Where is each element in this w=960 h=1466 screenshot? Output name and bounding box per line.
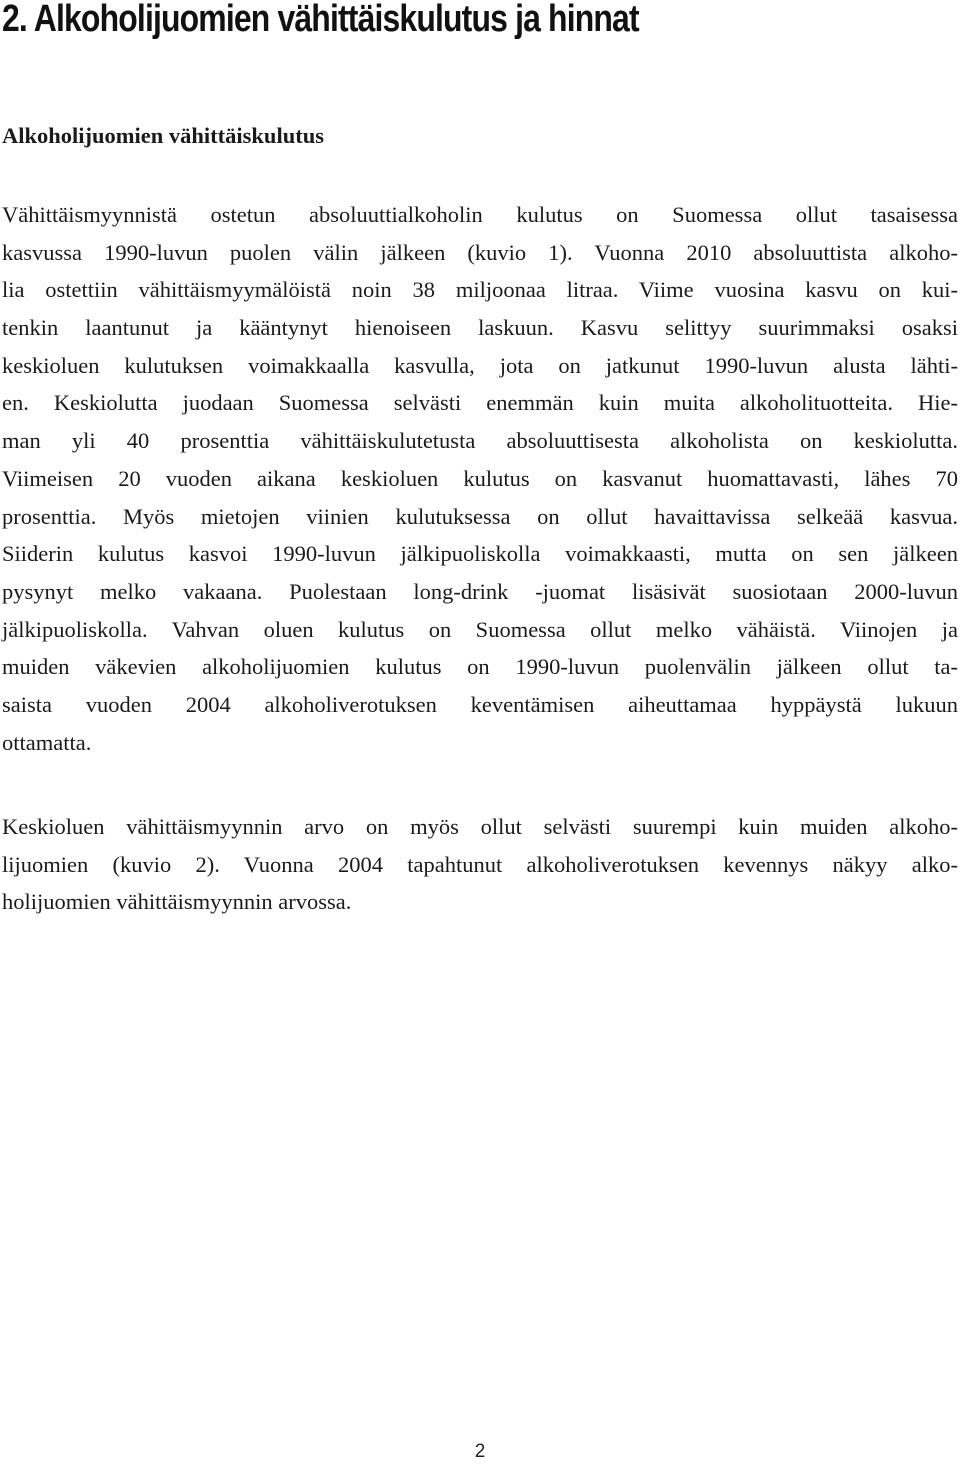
paragraph-line: keskioluen kulutuksen voimakkaalla kasvulla, jota on jatkunut 1990-luvun alusta lähti-: [2, 352, 958, 378]
paragraph-line: prosenttia. Myös mietojen viinien kulutuksessa on ollut havaittavissa selkeää kasvua.: [2, 503, 958, 529]
page-number: 2: [474, 1441, 486, 1462]
paragraph-line: Vähittäismyynnistä ostetun absoluuttialkoholin kulutus on Suomessa ollut tasaisessa: [2, 202, 958, 227]
paragraph-line: en. Keskiolutta juodaan Suomessa selvästi enemmän kuin muita alkoholituotteita. Hie-: [2, 390, 958, 416]
paragraph-line: Viimeisen 20 vuoden aikana keskioluen kulutus on kasvanut huomattavasti, lähes 70: [2, 465, 958, 491]
paragraph-line: holijuomien vähittäismyynnin arvossa.: [2, 889, 352, 915]
paragraph-line: pysynyt melko vakaana. Puolestaan long-drink -juomat lisäsivät suosiotaan 2000-luvun: [2, 578, 958, 604]
paragraph-line: lia ostettiin vähittäismyymälöistä noin 38 miljoonaa litraa. Viime vuosina kasvu on kui-: [2, 277, 958, 303]
body-paragraph-1: [2, 196, 958, 761]
paragraph-line: saista vuoden 2004 alkoholiverotuksen keventämisen aiheuttamaa hyppäystä lukuun: [2, 691, 958, 717]
paragraph-line: lijuomien (kuvio 2). Vuonna 2004 tapahtunut alkoholiverotuksen kevennys näkyy alko-: [2, 851, 958, 877]
paragraph-line: jälkipuoliskolla. Vahvan oluen kulutus on Suomessa ollut melko vähäistä. Viinojen ja: [2, 616, 958, 642]
paragraph-line: man yli 40 prosenttia vähittäiskulutetusta absoluuttisesta alkoholista on keskiolutta.: [2, 428, 958, 454]
paragraph-line: ottamatta.: [2, 729, 92, 755]
paragraph-line: muiden väkevien alkoholijuomien kulutus on 1990-luvun puolenvälin jälkeen ollut ta-: [2, 654, 958, 680]
paragraph-line: tenkin laantunut ja kääntynyt hienoiseen laskuun. Kasvu selittyy suurimmaksi osaksi: [2, 315, 958, 341]
chapter-title: 2. Alkoholijuomien vähittäiskulutus ja hinnat: [2, 0, 639, 40]
paragraph-line: kasvussa 1990-luvun puolen välin jälkeen (kuvio 1). Vuonna 2010 absoluuttista alkoho-: [2, 239, 958, 265]
section-title: Alkoholijuomien vähittäiskulutus: [2, 123, 324, 148]
paragraph-line: Keskioluen vähittäismyynnin arvo on myös ollut selvästi suurempi kuin muiden alkoho-: [2, 814, 958, 839]
paragraph-line: Siiderin kulutus kasvoi 1990-luvun jälkipuoliskolla voimakkaasti, mutta on sen jälkeen: [2, 541, 958, 567]
body-paragraph-2: [2, 808, 958, 921]
